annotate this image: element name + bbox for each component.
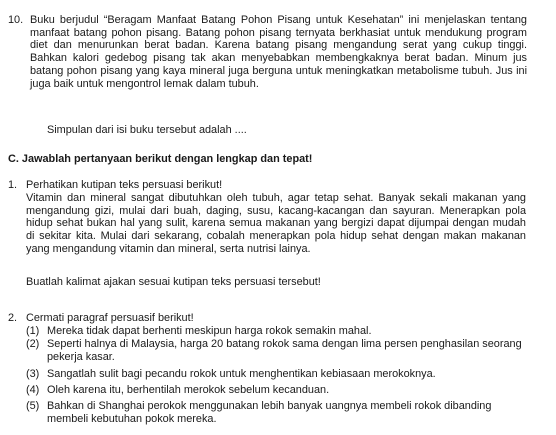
question-2-intro: Cermati paragraf persuasif berikut! — [26, 312, 194, 324]
question-10-text: Buku berjudul “Beragam Manfaat Batang Pohon Pisang untuk Kesehatan” ini menjelaskan tentang manfaat batang pohon pisang. Batang pohon pisang ternyata berkhasiat untuk mendukung program diet dan menurunkan berat badan. Karena batang pisang mengandung serat yang cukup tinggi. Bahkan kalori gedebog pisang tak akan menyebabkan membengkaknya berat badan. Minum jus batang pohon pisang yang kaya mineral juga berguna untuk meningkatkan metabolisme tubuh. Jus ini juga baik untuk mengontrol lemak dalam tubuh. — [30, 14, 527, 90]
sentence-4-text: Oleh karena itu, berhentilah merokok sebelum kecanduan. — [47, 384, 330, 396]
section-c-heading: C. Jawablah pertanyaan berikut dengan lengkap dan tepat! — [8, 153, 313, 165]
question-1-number: 1. — [8, 179, 18, 191]
sentence-5-text: Bahkan di Shanghai perokok menggunakan lebih banyak uangnya membeli rokok dibanding membeli kebutuhan pokok mereka. — [47, 400, 492, 425]
sentence-1-number: (1) — [26, 325, 40, 337]
sentence-2-text: Seperti halnya di Malaysia, harga 20 batang rokok sama dengan lima persen penghasilan seorang pekerja kasar. — [47, 338, 522, 363]
sentence-4-number: (4) — [26, 384, 40, 396]
question-1-prompt: Buatlah kalimat ajakan sesuai kutipan teks persuasi tersebut! — [26, 276, 321, 288]
sentence-3-number: (3) — [26, 368, 40, 380]
sentence-2-number: (2) — [26, 338, 40, 350]
question-1-intro: Perhatikan kutipan teks persuasi berikut! — [26, 179, 223, 191]
question-10-prompt: Simpulan dari isi buku tersebut adalah .... — [47, 124, 247, 136]
question-1-quote: Vitamin dan mineral sangat dibutuhkan oleh tubuh, agar tetap sehat. Banyak sekali makanan yang mengandung gizi, mulai dari buah, daging, susu, kacang-kacangan dan sayuran. Menerapkan pola hidup sehat bukan hal yang sulit, karena semua makanan yang bergizi dapat dijumpai dengan mudah di sekitar kita. Mulai dari sekarang, cobalah menerapkan pola hidup sehat dengan makan makanan yang mengandung vitamin dan mineral, serta nutrisi lainya. — [26, 192, 526, 255]
question-2-number: 2. — [8, 312, 18, 324]
sentence-5-number: (5) — [26, 400, 40, 412]
sentence-3-text: Sangatlah sulit bagi pecandu rokok untuk menghentikan kebiasaan merokoknya. — [47, 368, 436, 380]
question-10-number: 10. — [8, 14, 24, 26]
sentence-1-text: Mereka tidak dapat berhenti meskipun harga rokok semakin mahal. — [47, 325, 372, 337]
